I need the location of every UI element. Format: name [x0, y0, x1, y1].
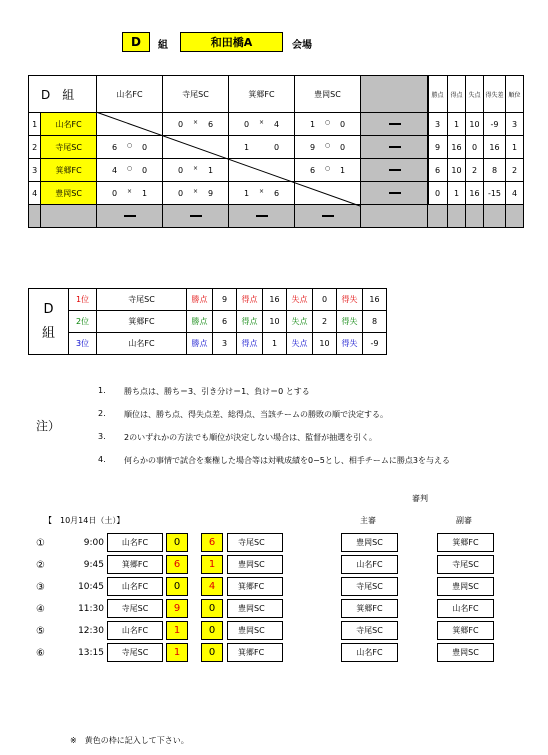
ranking-place: 3位 — [69, 333, 97, 355]
ranking-row — [29, 333, 387, 355]
stats-value: 16 — [466, 182, 484, 205]
match-home-team: 寺尾SC — [107, 643, 163, 662]
ranking-stat-label: 勝点 — [187, 333, 213, 355]
ranking-stat-label: 得点 — [237, 311, 263, 333]
ranking-stat-label: 得失 — [337, 289, 363, 311]
sub-ref-header: 副審 — [456, 516, 472, 525]
ranking-stat-label: 得点 — [237, 333, 263, 355]
match-home-score[interactable]: 6 — [166, 555, 188, 574]
league-cell-result: 0 × 1 — [97, 182, 163, 205]
league-cell-result: 6 ○ 0 — [97, 136, 163, 159]
ranking-grid — [28, 288, 387, 355]
league-row-team[interactable]: 豊岡SC — [41, 182, 97, 205]
match-away-team: 豊岡SC — [227, 555, 283, 574]
match-time: 10:45 — [78, 582, 104, 592]
league-cell-result: 1 × 6 — [229, 182, 295, 205]
ranking-stat-value: 0 — [313, 289, 337, 311]
stats-header: 勝点 — [428, 76, 448, 113]
match-away-team: 豊岡SC — [227, 621, 283, 640]
ranking-stat-label: 得点 — [237, 289, 263, 311]
match-number: ① — [36, 538, 45, 549]
league-col-team: 箕郷FC — [229, 76, 295, 113]
match-time: 9:00 — [83, 538, 104, 548]
note-number: 4. — [98, 455, 106, 464]
match-time: 9:45 — [83, 560, 104, 570]
match-away-score[interactable]: 4 — [201, 577, 223, 596]
league-row-team[interactable]: 箕郷FC — [41, 159, 97, 182]
match-away-team: 箕郷FC — [227, 577, 283, 596]
ranking-row — [29, 289, 387, 311]
match-away-team: 寺尾SC — [227, 533, 283, 552]
ranking-place: 2位 — [69, 311, 97, 333]
ranking-stat-label: 失点 — [287, 333, 313, 355]
stats-value: 2 — [506, 159, 524, 182]
stats-header: 失点 — [466, 76, 484, 113]
match-number: ⑥ — [36, 648, 45, 659]
stats-value: 10 — [448, 159, 466, 182]
stats-value: 2 — [466, 159, 484, 182]
stats-value: 1 — [506, 136, 524, 159]
match-number: ⑤ — [36, 626, 45, 637]
ranking-place: 1位 — [69, 289, 97, 311]
league-cell-result: 9 ○ 0 — [295, 136, 361, 159]
league-col-team: 豊岡SC — [295, 76, 361, 113]
ranking-team: 寺尾SC — [97, 289, 187, 311]
match-away-score[interactable]: 0 — [201, 643, 223, 662]
match-away-score[interactable]: 6 — [201, 533, 223, 552]
note-number: 2. — [98, 409, 106, 418]
match-sub-referee: 山名FC — [437, 599, 494, 618]
ranking-stat-value: 16 — [363, 289, 387, 311]
ranking-stat-label: 失点 — [287, 289, 313, 311]
match-away-score[interactable]: 0 — [201, 621, 223, 640]
league-cell-result: 0 × 4 — [229, 113, 295, 136]
league-row-no: 1 — [29, 113, 41, 136]
match-sub-referee: 箕郷FC — [437, 621, 494, 640]
match-main-referee: 箕郷FC — [341, 599, 398, 618]
match-sub-referee: 寺尾SC — [437, 555, 494, 574]
ranking-stat-value: 10 — [263, 311, 287, 333]
match-time: 12:30 — [78, 626, 104, 636]
match-home-score[interactable]: 0 — [166, 533, 188, 552]
match-home-team: 山名FC — [107, 577, 163, 596]
stats-header: 得点 — [448, 76, 466, 113]
schedule-date: 【 10月14日（土）】 — [44, 516, 125, 525]
stats-value: 0 — [466, 136, 484, 159]
ranking-stat-value: 3 — [213, 333, 237, 355]
ranking-stat-label: 得失 — [337, 333, 363, 355]
match-away-team: 箕郷FC — [227, 643, 283, 662]
main-ref-header: 主審 — [360, 516, 376, 525]
stats-value: 0 — [428, 182, 448, 205]
match-home-score[interactable]: 1 — [166, 643, 188, 662]
group-letter: D — [131, 35, 141, 49]
league-row-team[interactable]: 寺尾SC — [41, 136, 97, 159]
match-home-score[interactable]: 1 — [166, 621, 188, 640]
ranking-stat-value: 16 — [263, 289, 287, 311]
match-home-score[interactable]: 9 — [166, 599, 188, 618]
league-col-team: 寺尾SC — [163, 76, 229, 113]
note-text: 順位は、勝ち点、得失点差、総得点、当該チームの勝敗の順で決定する。 — [124, 410, 388, 419]
match-away-score[interactable]: 0 — [201, 599, 223, 618]
league-cell-result: 4 ○ 0 — [97, 159, 163, 182]
group-suffix: 組 — [158, 40, 168, 51]
league-col-team: 山名FC — [97, 76, 163, 113]
league-cell-result: 1 0 — [229, 136, 295, 159]
match-main-referee: 山名FC — [341, 555, 398, 574]
stats-value: -15 — [484, 182, 506, 205]
league-row-no: 4 — [29, 182, 41, 205]
referee-header: 審判 — [412, 494, 428, 503]
stats-value: 16 — [448, 136, 466, 159]
ranking-stat-label: 得失 — [337, 311, 363, 333]
ranking-row — [29, 311, 387, 333]
match-main-referee: 豊岡SC — [341, 533, 398, 552]
match-home-team: 山名FC — [107, 533, 163, 552]
stats-value: 8 — [484, 159, 506, 182]
stats-value: 4 — [506, 182, 524, 205]
match-sub-referee: 豊岡SC — [437, 577, 494, 596]
match-away-team: 豊岡SC — [227, 599, 283, 618]
league-row-no: 3 — [29, 159, 41, 182]
ranking-stat-value: 10 — [313, 333, 337, 355]
match-time: 11:30 — [78, 604, 104, 614]
league-corner: D 組 — [29, 76, 97, 113]
stats-value: 1 — [448, 113, 466, 136]
match-time: 13:15 — [78, 648, 104, 658]
match-home-team: 寺尾SC — [107, 599, 163, 618]
note-number: 3. — [98, 432, 106, 441]
stats-value: -9 — [484, 113, 506, 136]
match-main-referee: 寺尾SC — [341, 621, 398, 640]
stats-value: 9 — [428, 136, 448, 159]
match-main-referee: 山名FC — [341, 643, 398, 662]
match-sub-referee: 豊岡SC — [437, 643, 494, 662]
match-home-score[interactable]: 0 — [166, 577, 188, 596]
ranking-stat-value: 8 — [363, 311, 387, 333]
league-row-team[interactable]: 山名FC — [41, 113, 97, 136]
match-number: ② — [36, 560, 45, 571]
stats-value: 3 — [506, 113, 524, 136]
note-text: 勝ち点は、勝ち＝3、引き分け＝1、負け＝0 とする — [124, 387, 310, 396]
ranking-team: 山名FC — [97, 333, 187, 355]
ranking-stat-value: -9 — [363, 333, 387, 355]
ranking-stat-value: 1 — [263, 333, 287, 355]
league-cell-result: 6 ○ 1 — [295, 159, 361, 182]
note-text: 2のいずれかの方法でも順位が決定しない場合は、監督が抽選を引く。 — [124, 433, 377, 442]
footer-note: ※ 黄色の枠に記入して下さい。 — [70, 736, 189, 745]
ranking-stat-label: 勝点 — [187, 311, 213, 333]
league-row-no: 2 — [29, 136, 41, 159]
match-main-referee: 寺尾SC — [341, 577, 398, 596]
league-cell-result: 0 × 1 — [163, 159, 229, 182]
league-cell-result: 1 ○ 0 — [295, 113, 361, 136]
stats-value: 10 — [466, 113, 484, 136]
stats-header: 得失差 — [484, 76, 506, 113]
match-sub-referee: 箕郷FC — [437, 533, 494, 552]
match-number: ③ — [36, 582, 45, 593]
ranking-stat-label: 失点 — [287, 311, 313, 333]
ranking-stat-value: 9 — [213, 289, 237, 311]
league-cell-result: 0 × 6 — [163, 113, 229, 136]
ranking-stat-value: 2 — [313, 311, 337, 333]
ranking-stat-label: 勝点 — [187, 289, 213, 311]
diagonal-lines — [0, 0, 548, 260]
note-number: 1. — [98, 386, 106, 395]
match-home-team: 山名FC — [107, 621, 163, 640]
match-home-team: 箕郷FC — [107, 555, 163, 574]
stats-value: 1 — [448, 182, 466, 205]
stats-value: 16 — [484, 136, 506, 159]
stats-value: 3 — [428, 113, 448, 136]
match-away-score[interactable]: 1 — [201, 555, 223, 574]
stats-value: 6 — [428, 159, 448, 182]
stats-header: 順位 — [506, 76, 524, 113]
ranking-team: 箕郷FC — [97, 311, 187, 333]
note-text: 何らかの事情で試合を棄権した場合等は対戦成績を0−5とし、相手チームに勝点3を与える — [124, 456, 450, 465]
league-cell-result: 0 × 9 — [163, 182, 229, 205]
venue-suffix: 会場 — [292, 40, 312, 51]
ranking-group-label: D 組 — [29, 289, 69, 355]
venue-name: 和田橋A — [210, 36, 253, 49]
notes-label: 注） — [36, 419, 61, 433]
ranking-stat-value: 6 — [213, 311, 237, 333]
match-number: ④ — [36, 604, 45, 615]
